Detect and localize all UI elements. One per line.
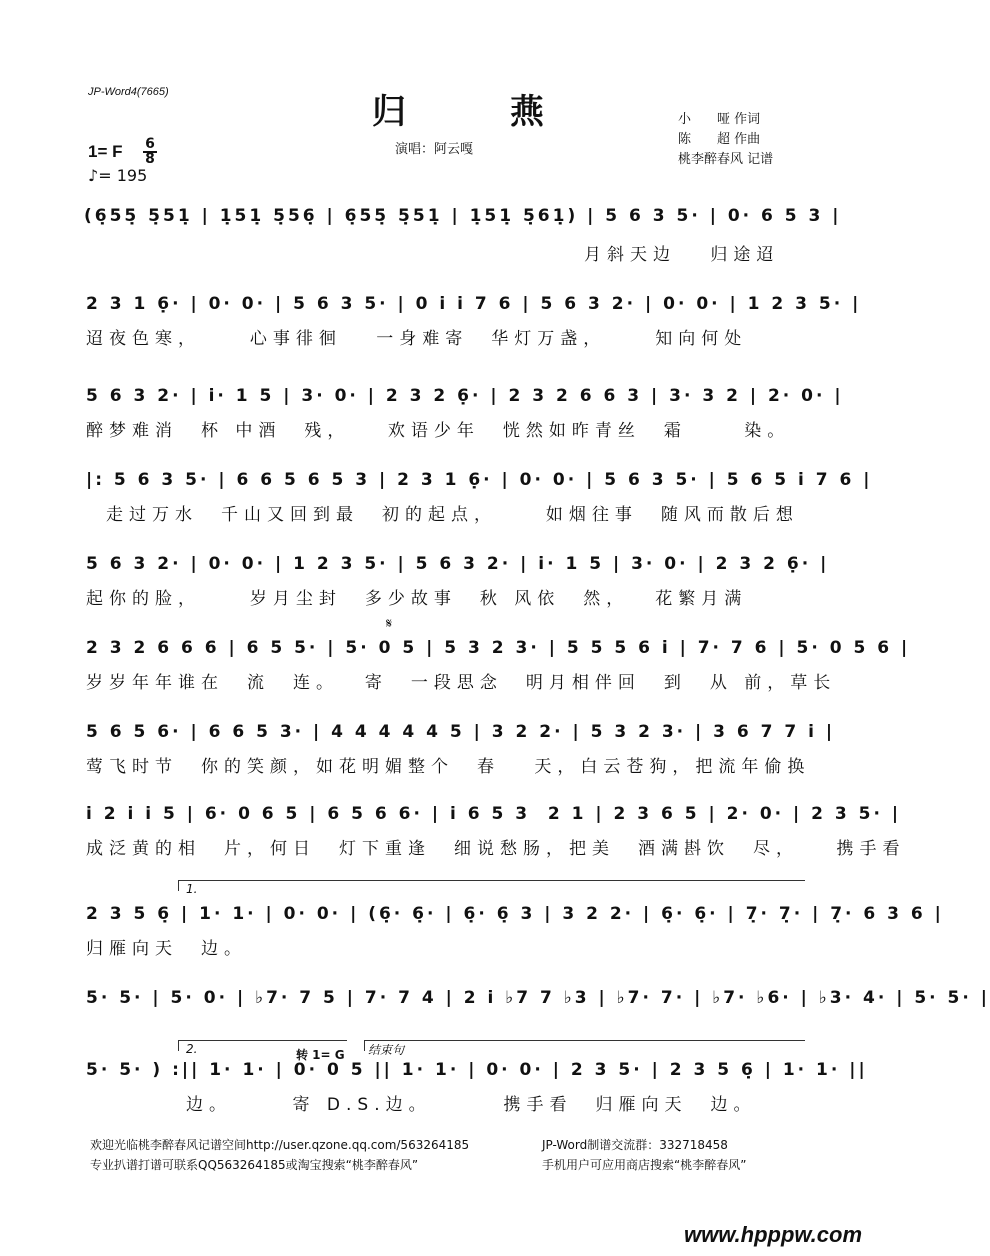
music-row-1: (6̣55̣ 5̣51̣ | 1̣51̣ 5̣56̣ | 6̣55̣ 5̣51̣ | 1̣51̣ 5̣61̣) | 5 6 3 5· | 0· 6 5 3 | (84, 206, 842, 226)
lyric-row-11: 边。 寄 D.S.边。 携手看 归雁向天 边。 (186, 1095, 757, 1115)
footer-contact: 专业扒谱打谱可联系QQ563264185或淘宝搜索“桃李醉春风” (90, 1158, 419, 1172)
time-denominator: 8 (143, 151, 157, 166)
key-signature: 1= F (88, 142, 123, 161)
lyric-row-4: 走过万水 千山又回到最 初的起点， 如烟往事 随风而散后想 (106, 505, 799, 525)
music-row-8: i 2 i i 5 | 6· 0 6 5 | 6 5 6 6· | i 6 5 3 2 1 | 2 3 6 5 | 2· 0· | 2 3 5· | (86, 804, 902, 824)
lyric-row-3: 醉梦难消 杯 中酒 残， 欢语少年 恍然如昨青丝 霜 染。 (86, 421, 791, 441)
time-signature (143, 138, 157, 166)
music-row-11: 5· 5· ) :|| 1· 1· | 0· 0 5 || 1· 1· | 0· 0· | 2 3 5· | 2 3 5 6̣ | 1· 1· || (86, 1060, 868, 1080)
music-row-10: 5· 5· | 5· 0· | ♭7· 7 5 | 7· 7 4 | 2 i ♭7 7 ♭3 | ♭7· 7· | ♭7· ♭6· | ♭3· 4· | 5· 5· | (86, 988, 990, 1008)
music-row-6: 2 3 2 6 6 6 | 6 5 5· | 5· 0 5 | 5 3 2 3· | 5 5 5 6 i | 7· 7 6 | 5· 0 5 6 | (86, 638, 911, 658)
transcriber-credit: 桃李醉春风 记谱 (678, 152, 774, 167)
lyric-row-6: 岁岁年年谁在 流 连。 寄 一段思念 明月相伴回 到 从 前，草长 (86, 673, 837, 693)
volta-2-label: 2. (186, 1042, 198, 1056)
footer-space-link: 欢迎光临桃李醉春风记谱空间http://user.qzone.qq.com/563264185 (90, 1138, 470, 1152)
composer-credit: 陈 超 作曲 (678, 132, 761, 147)
lyric-row-8: 成泛黄的相 片，何日 灯下重逢 细说愁肠，把美 酒满斟饮 尽， 携手看 (86, 839, 906, 859)
software-label: JP-Word4(7665) (88, 86, 169, 98)
segno-sign: 𝄋 (386, 616, 393, 632)
website-watermark: www.hpppw.com (684, 1222, 863, 1247)
lyric-row-7: 莺飞时节 你的笑颜，如花明媚整个 春 天，白云苍狗，把流年偷换 (86, 757, 811, 777)
volta-1-label: 1. (186, 882, 198, 896)
lyric-row-5: 起你的脸， 岁月尘封 多少故事 秋 风依 然， 花繁月满 (86, 589, 748, 609)
singer-credit: 演唱：阿云嘎 (395, 142, 474, 157)
ending-label: 结束句 (368, 1043, 405, 1057)
ending-bracket (364, 1040, 805, 1051)
music-row-2: 2 3 1 6̣· | 0· 0· | 5 6 3 5· | 0 i i 7 6 | 5 6 3 2· | 0· 0· | 1 2 3 5· | (86, 294, 862, 314)
footer-group: JP-Word制谱交流群：332718458 (542, 1138, 728, 1152)
music-row-7: 5 6 5 6· | 6 6 5 3· | 4 4 4 4 4 5 | 3 2 2· | 5 3 2 3· | 3 6 7 7 i | (86, 722, 836, 742)
footer-mobile: 手机用户可应用商店搜索“桃李醉春风” (542, 1158, 747, 1172)
song-title: 归 燕 (372, 92, 590, 132)
music-row-3: 5 6 3 2· | i· 1 5 | 3· 0· | 2 3 2 6̣· | 2 3 2 6 6 3 | 3· 3 2 | 2· 0· | (86, 386, 844, 406)
music-row-5: 5 6 3 2· | 0· 0· | 1 2 3 5· | 5 6 3 2· | i· 1 5 | 3· 0· | 2 3 2 6̣· | (86, 554, 830, 574)
music-row-4: |: 5 6 3 5· | 6 6 5 6 5 3 | 2 3 1 6̣· | 0· 0· | 5 6 3 5· | 5 6 5 i 7 6 | (86, 470, 873, 490)
lyric-row-2: 迢夜色寒， 心事徘徊 一身难寄 华灯万盏， 知向何处 (86, 329, 748, 349)
credits-block (678, 110, 773, 170)
time-numerator: 6 (145, 136, 155, 152)
tempo-marking: ♪= 195 (88, 166, 148, 185)
lyric-row-1: 月斜天边 归途迢 (584, 245, 780, 265)
music-row-9: 2 3 5 6̣ | 1· 1· | 0· 0· | (6̣· 6̣· | 6̣· 6̣ 3 | 3 2 2· | 6̣· 6̣· | 7̣· 7̣· | 7̣· 6 3 6 | (86, 904, 944, 924)
modulation-label: 转 1= G (296, 1048, 345, 1062)
volta-1-bracket (178, 880, 805, 891)
lyric-row-9: 归雁向天 边。 (86, 939, 247, 959)
lyricist-credit: 小 哑 作词 (678, 112, 761, 127)
